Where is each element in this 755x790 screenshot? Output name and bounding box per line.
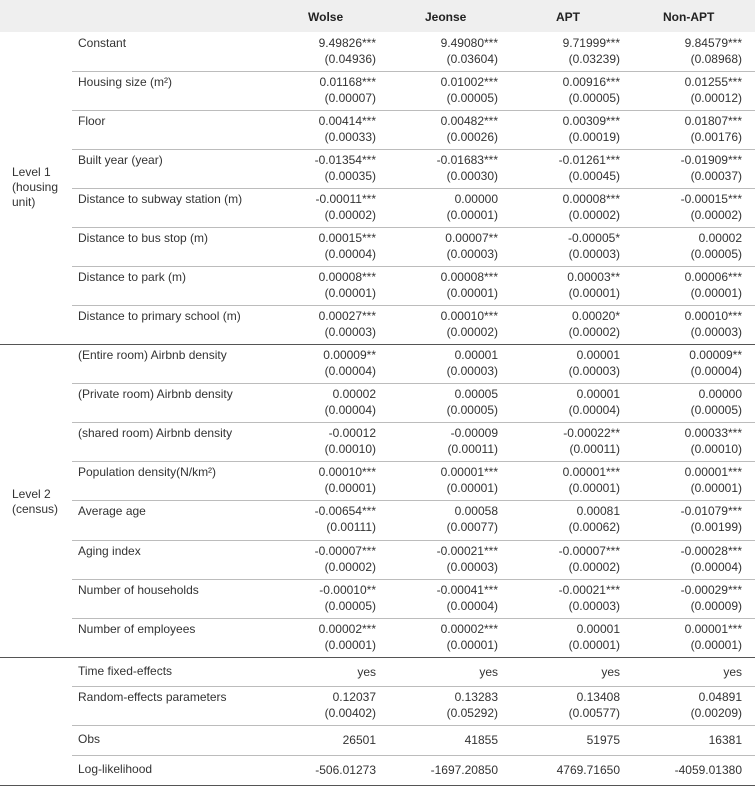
coefficient-value: 0.00008*** [318, 270, 376, 284]
cell-jeonse [378, 582, 498, 614]
coefficient-value: 0.01168*** [319, 75, 376, 89]
coefficient-value: 0.00007** [445, 231, 498, 245]
standard-error-value: (0.00005) [446, 91, 498, 105]
cell-wolse [256, 35, 376, 67]
coefficient-value: 0.00005 [454, 387, 498, 401]
standard-error-value: (0.00176) [690, 130, 742, 144]
cell-wolse [256, 386, 376, 418]
coefficient-value: -0.00009 [450, 426, 498, 440]
coefficient-value: 4769.71650 [556, 763, 620, 777]
coefficient-value: -0.00007*** [558, 544, 620, 558]
coefficient-value: 0.00008*** [440, 270, 498, 284]
standard-error-value: (0.00026) [446, 130, 498, 144]
cell-apt [500, 543, 620, 575]
coefficient-value: -0.00041*** [436, 583, 498, 597]
coefficient-value: 0.01807*** [684, 114, 742, 128]
coefficient-value: -0.00015*** [680, 192, 742, 206]
row-label: Distance to bus stop (m) [78, 231, 209, 245]
standard-error-value: (0.00004) [324, 403, 376, 417]
cell-non-apt [622, 664, 742, 680]
standard-error-value: (0.00002) [324, 560, 376, 574]
standard-error-value: (0.00005) [690, 403, 742, 417]
standard-error-value: (0.00402) [324, 706, 376, 720]
cell-jeonse [378, 425, 498, 457]
level-1-label: Level 1 (housing unit) [12, 165, 59, 209]
coefficient-value: 0.00033*** [684, 426, 742, 440]
row-label: Number of employees [78, 622, 196, 636]
row-label: Housing size (m²) [78, 75, 173, 89]
coefficient-value: 0.00008*** [562, 192, 620, 206]
cell-jeonse [378, 35, 498, 67]
cell-wolse [256, 543, 376, 575]
row-label: Distance to subway station (m) [78, 192, 243, 206]
coefficient-value: 0.00010*** [440, 309, 498, 323]
standard-error-value: (0.00077) [446, 520, 498, 534]
standard-error-value: (0.00003) [446, 247, 498, 261]
cell-apt [500, 621, 620, 653]
standard-error-value: (0.00001) [324, 638, 376, 652]
coefficient-value: -506.01273 [315, 763, 376, 777]
coefficient-value: -0.01261*** [558, 153, 620, 167]
standard-error-value: (0.00019) [568, 130, 620, 144]
standard-error-value: (0.00003) [568, 364, 620, 378]
cell-non-apt [622, 621, 742, 653]
standard-error-value: (0.00004) [324, 364, 376, 378]
coefficient-value: 0.00002 [332, 387, 376, 401]
cell-wolse [256, 425, 376, 457]
coefficient-value: 9.49826*** [318, 36, 376, 50]
standard-error-value: (0.00004) [568, 403, 620, 417]
cell-non-apt [622, 74, 742, 106]
coefficient-value: 0.00001*** [684, 622, 742, 636]
row-divider [72, 461, 755, 462]
row-divider [72, 540, 755, 541]
standard-error-value: (0.00011) [569, 442, 620, 456]
row-label: Population density(N/km²) [78, 465, 217, 479]
coefficient-value: 0.00000 [698, 387, 742, 401]
cell-wolse [256, 347, 376, 379]
standard-error-value: (0.00001) [568, 286, 620, 300]
level-2-label: Level 2 (census) [12, 487, 59, 516]
standard-error-value: (0.00002) [568, 560, 620, 574]
row-label: Log-likelihood [78, 762, 153, 776]
cell-wolse [256, 621, 376, 653]
cell-wolse [256, 689, 376, 721]
coefficient-value: -4059.01380 [674, 763, 742, 777]
cell-wolse [256, 152, 376, 184]
standard-error-value: (0.00002) [568, 208, 620, 222]
standard-error-value: (0.00005) [446, 403, 498, 417]
standard-error-value: (0.00577) [568, 706, 620, 720]
cell-apt [500, 664, 620, 680]
row-divider [72, 686, 755, 687]
coefficient-value: -0.01079*** [680, 504, 742, 518]
cell-apt [500, 74, 620, 106]
standard-error-value: (0.00062) [568, 520, 620, 534]
standard-error-value: (0.00003) [690, 325, 742, 339]
standard-error-value: (0.00001) [446, 481, 498, 495]
row-divider [72, 422, 755, 423]
cell-non-apt [622, 464, 742, 496]
coefficient-value: 0.00916*** [562, 75, 620, 89]
coefficient-value: -0.01683*** [436, 153, 498, 167]
row-divider [72, 725, 755, 726]
cell-jeonse [378, 113, 498, 145]
coefficient-value: yes [479, 664, 498, 679]
cell-wolse [256, 732, 376, 748]
cell-wolse [256, 503, 376, 535]
row-divider [72, 188, 755, 189]
standard-error-value: (0.00001) [568, 481, 620, 495]
coefficient-value: 9.71999*** [562, 36, 620, 50]
cell-apt [500, 732, 620, 748]
standard-error-value: (0.00037) [690, 169, 742, 183]
row-divider [72, 579, 755, 580]
coefficient-value: 9.84579*** [684, 36, 742, 50]
coefficient-value: 51975 [586, 733, 620, 747]
cell-jeonse [378, 191, 498, 223]
cell-non-apt [622, 152, 742, 184]
cell-wolse [256, 113, 376, 145]
cell-apt [500, 425, 620, 457]
cell-non-apt [622, 347, 742, 379]
cell-apt [500, 762, 620, 778]
standard-error-value: (0.00001) [690, 638, 742, 652]
cell-apt [500, 35, 620, 67]
row-divider [72, 618, 755, 619]
section-divider [0, 785, 755, 786]
cell-apt [500, 689, 620, 721]
cell-jeonse [378, 762, 498, 778]
coefficient-value: 0.00002 [698, 231, 742, 245]
coefficient-value: 0.00010*** [318, 465, 376, 479]
standard-error-value: (0.00001) [690, 481, 742, 495]
cell-non-apt [622, 386, 742, 418]
standard-error-value: (0.00011) [447, 442, 498, 456]
coefficient-value: 0.13408 [576, 690, 620, 704]
coefficient-value: -0.00010** [319, 583, 376, 597]
row-divider [72, 500, 755, 501]
standard-error-value: (0.04936) [324, 52, 376, 66]
coefficient-value: 0.00015*** [318, 231, 376, 245]
cell-apt [500, 582, 620, 614]
coefficient-value: -1697.20850 [430, 763, 498, 777]
coefficient-value: -0.00021*** [558, 583, 620, 597]
cell-jeonse [378, 464, 498, 496]
coefficient-value: yes [601, 664, 620, 679]
coefficient-value: 16381 [708, 733, 742, 747]
standard-error-value: (0.00045) [568, 169, 620, 183]
coefficient-value: 0.00027*** [318, 309, 376, 323]
coefficient-value: -0.00654*** [314, 504, 376, 518]
coefficient-value: 0.00482*** [440, 114, 498, 128]
row-label: Time fixed-effects [78, 663, 173, 678]
row-label: Random-effects parameters [78, 690, 227, 704]
row-divider [72, 71, 755, 72]
standard-error-value: (0.00002) [690, 208, 742, 222]
cell-jeonse [378, 664, 498, 680]
coefficient-value: -0.00029*** [680, 583, 742, 597]
coefficient-value: -0.00011*** [315, 192, 376, 206]
cell-non-apt [622, 191, 742, 223]
coefficient-value: 0.00003** [567, 270, 620, 284]
row-divider [72, 383, 755, 384]
cell-wolse [256, 191, 376, 223]
coefficient-value: yes [723, 664, 742, 679]
row-divider [72, 110, 755, 111]
row-divider [72, 755, 755, 756]
coefficient-value: 0.00414*** [318, 114, 376, 128]
standard-error-value: (0.00199) [690, 520, 742, 534]
coefficient-value: 0.00001*** [562, 465, 620, 479]
standard-error-value: (0.03604) [446, 52, 498, 66]
standard-error-value: (0.00001) [568, 638, 620, 652]
coefficient-value: 26501 [342, 733, 376, 747]
standard-error-value: (0.00033) [324, 130, 376, 144]
cell-jeonse [378, 230, 498, 262]
coefficient-value: 9.49080*** [440, 36, 498, 50]
cell-wolse [256, 230, 376, 262]
standard-error-value: (0.00001) [324, 481, 376, 495]
standard-error-value: (0.00005) [690, 247, 742, 261]
row-label: (Entire room) Airbnb density [78, 348, 227, 362]
standard-error-value: (0.00012) [690, 91, 742, 105]
coefficient-value: 0.01255*** [684, 75, 742, 89]
row-label: Obs [78, 732, 101, 746]
cell-wolse [256, 464, 376, 496]
cell-jeonse [378, 732, 498, 748]
standard-error-value: (0.00002) [324, 208, 376, 222]
standard-error-value: (0.00001) [690, 286, 742, 300]
cell-jeonse [378, 503, 498, 535]
cell-apt [500, 230, 620, 262]
row-label: Average age [78, 504, 146, 518]
cell-wolse [256, 762, 376, 778]
row-label: Number of households [78, 583, 199, 597]
cell-non-apt [622, 425, 742, 457]
column-header-jeonse: Jeonse [425, 10, 467, 24]
coefficient-value: 0.00000 [454, 192, 498, 206]
coefficient-value: 0.00001 [576, 622, 620, 636]
cell-non-apt [622, 732, 742, 748]
row-label: (Private room) Airbnb density [78, 387, 233, 401]
coefficient-value: 0.00002*** [440, 622, 498, 636]
standard-error-value: (0.00004) [324, 247, 376, 261]
row-label: (shared room) Airbnb density [78, 426, 233, 440]
cell-apt [500, 308, 620, 340]
standard-error-value: (0.00010) [324, 442, 376, 456]
standard-error-value: (0.00001) [446, 638, 498, 652]
cell-jeonse [378, 347, 498, 379]
coefficient-value: -0.00007*** [314, 544, 376, 558]
cell-wolse [256, 308, 376, 340]
row-divider [72, 227, 755, 228]
standard-error-value: (0.00003) [568, 247, 620, 261]
standard-error-value: (0.00001) [446, 286, 498, 300]
cell-wolse [256, 582, 376, 614]
standard-error-value: (0.00003) [446, 560, 498, 574]
standard-error-value: (0.00001) [446, 208, 498, 222]
row-label: Floor [78, 114, 106, 128]
coefficient-value: 0.00020* [571, 309, 620, 323]
cell-apt [500, 503, 620, 535]
standard-error-value: (0.00002) [446, 325, 498, 339]
coefficient-value: -0.00012 [328, 426, 376, 440]
cell-wolse [256, 269, 376, 301]
coefficient-value: 0.00009** [689, 348, 742, 362]
standard-error-value: (0.00001) [324, 286, 376, 300]
column-header-non-apt: Non-APT [663, 10, 715, 24]
standard-error-value: (0.00005) [324, 599, 376, 613]
cell-jeonse [378, 269, 498, 301]
coefficient-value: 0.00010*** [684, 309, 742, 323]
table-header [0, 0, 755, 32]
row-label: Aging index [78, 544, 141, 558]
cell-apt [500, 386, 620, 418]
cell-jeonse [378, 74, 498, 106]
row-label: Distance to primary school (m) [78, 309, 241, 323]
row-divider [72, 149, 755, 150]
coefficient-value: -0.00021*** [436, 544, 498, 558]
coefficient-value: 0.00001 [576, 348, 620, 362]
standard-error-value: (0.00002) [568, 325, 620, 339]
cell-non-apt [622, 543, 742, 575]
coefficient-value: -0.00005* [567, 231, 620, 245]
cell-non-apt [622, 35, 742, 67]
cell-apt [500, 113, 620, 145]
standard-error-value: (0.00030) [446, 169, 498, 183]
cell-apt [500, 464, 620, 496]
coefficient-value: 0.00001*** [440, 465, 498, 479]
standard-error-value: (0.08968) [690, 52, 742, 66]
cell-non-apt [622, 582, 742, 614]
cell-wolse [256, 74, 376, 106]
cell-jeonse [378, 152, 498, 184]
coefficient-value: -0.00022** [563, 426, 620, 440]
section-divider [0, 344, 755, 345]
row-divider [72, 266, 755, 267]
coefficient-value: 0.00009** [323, 348, 376, 362]
coefficient-value: -0.01354*** [314, 153, 376, 167]
coefficient-value: 0.00081 [576, 504, 620, 518]
row-label: Built year (year) [78, 153, 163, 167]
coefficient-value: 0.00006*** [684, 270, 742, 284]
coefficient-value: -0.00028*** [680, 544, 742, 558]
column-header-apt: APT [556, 10, 580, 24]
cell-apt [500, 191, 620, 223]
cell-apt [500, 152, 620, 184]
coefficient-value: 0.00058 [454, 504, 498, 518]
coefficient-value: 41855 [464, 733, 498, 747]
column-header-wolse: Wolse [308, 10, 344, 24]
cell-jeonse [378, 621, 498, 653]
cell-non-apt [622, 269, 742, 301]
coefficient-value: 0.00001 [576, 387, 620, 401]
standard-error-value: (0.00007) [324, 91, 376, 105]
standard-error-value: (0.00010) [690, 442, 742, 456]
cell-non-apt [622, 689, 742, 721]
cell-non-apt [622, 503, 742, 535]
cell-jeonse [378, 543, 498, 575]
coefficient-value: 0.01002*** [440, 75, 498, 89]
coefficient-value: 0.00309*** [562, 114, 620, 128]
standard-error-value: (0.00004) [690, 364, 742, 378]
cell-jeonse [378, 386, 498, 418]
coefficient-value: 0.12037 [332, 690, 376, 704]
coefficient-value: yes [357, 664, 376, 679]
coefficient-value: 0.00001*** [684, 465, 742, 479]
standard-error-value: (0.00003) [446, 364, 498, 378]
row-label: Distance to park (m) [78, 270, 187, 284]
cell-non-apt [622, 113, 742, 145]
cell-jeonse [378, 689, 498, 721]
cell-non-apt [622, 762, 742, 778]
coefficient-value: 0.13283 [454, 690, 498, 704]
standard-error-value: (0.03239) [568, 52, 620, 66]
cell-jeonse [378, 308, 498, 340]
cell-apt [500, 269, 620, 301]
coefficient-value: 0.00001 [454, 348, 498, 362]
standard-error-value: (0.00004) [446, 599, 498, 613]
standard-error-value: (0.00111) [326, 520, 376, 534]
cell-wolse [256, 664, 376, 680]
row-label: Constant [78, 36, 127, 50]
standard-error-value: (0.00035) [324, 169, 376, 183]
standard-error-value: (0.00003) [324, 325, 376, 339]
section-divider [0, 657, 755, 658]
cell-apt [500, 347, 620, 379]
standard-error-value: (0.00009) [690, 599, 742, 613]
standard-error-value: (0.00003) [568, 599, 620, 613]
coefficient-value: 0.04891 [698, 690, 742, 704]
row-divider [72, 305, 755, 306]
cell-non-apt [622, 230, 742, 262]
standard-error-value: (0.05292) [446, 706, 498, 720]
coefficient-value: -0.01909*** [680, 153, 742, 167]
standard-error-value: (0.00004) [690, 560, 742, 574]
coefficient-value: 0.00002*** [318, 622, 376, 636]
cell-non-apt [622, 308, 742, 340]
standard-error-value: (0.00209) [690, 706, 742, 720]
standard-error-value: (0.00005) [568, 91, 620, 105]
